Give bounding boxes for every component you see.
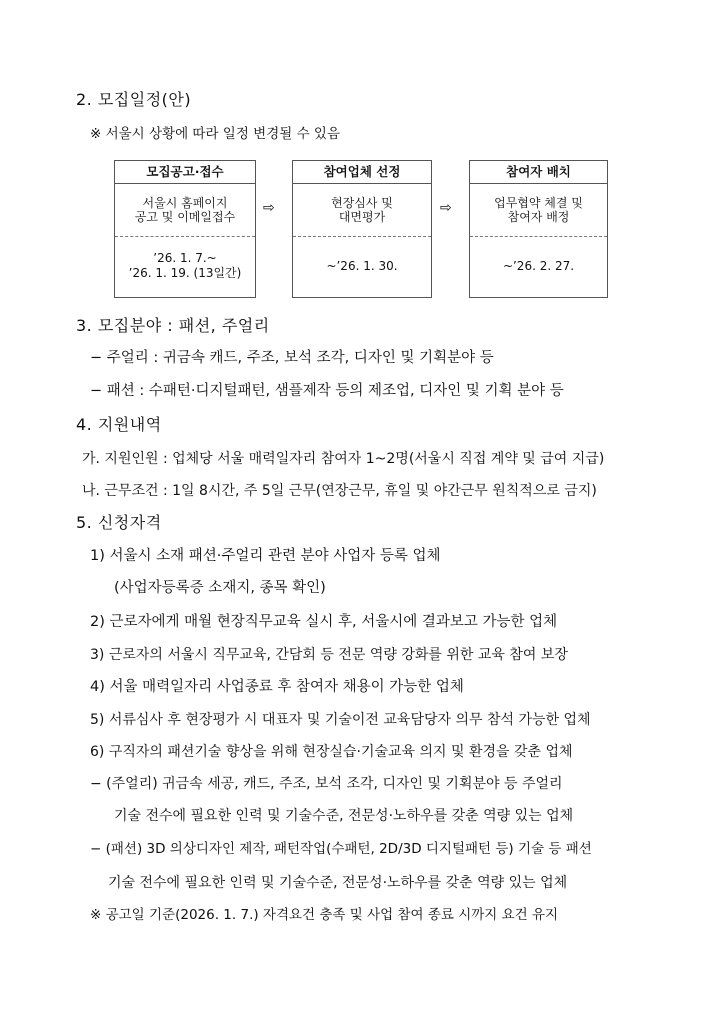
qualification-fashion: − (패션) 3D 의상디자인 제작, 패턴작업(수패턴, 2D/3D 디지털패턴 등) 기술 등 패션 — [90, 841, 592, 857]
step-3-title: 참여자 배치 — [470, 161, 607, 184]
qualification-1: 1) 서울시 소재 패션·주얼리 관련 분야 사업자 등록 업체 — [90, 548, 441, 564]
work-conditions-item: 나. 근무조건 : 1일 8시간, 주 5일 근무(연장근무, 휴일 및 야간근무 원칙적으로 금지) — [82, 483, 597, 499]
qualification-note: ※ 공고일 기준(2026. 1. 7.) 자격요건 충족 및 사업 참여 종료 시까지 요건 유지 — [90, 907, 559, 923]
step-1-desc-line2: 공고 및 이메일접수 — [134, 210, 236, 224]
schedule-step-3 — [469, 160, 608, 298]
step-1-desc-line1: 서울시 홈페이지 — [142, 196, 228, 210]
section-2-title: 2. 모집일정(안) — [76, 90, 192, 109]
qualification-1-detail: (사업자등록증 소재지, 종목 확인) — [114, 580, 326, 596]
arrow-right-icon: ⇨ — [263, 200, 275, 216]
step-1-date — [115, 237, 255, 295]
qualification-2: 2) 근로자에게 매월 현장직무교육 실시 후, 서울시에 결과보고 가능한 업체 — [90, 614, 558, 630]
step-3-date — [470, 237, 607, 295]
step-3-desc — [470, 184, 607, 237]
section-3-title: 3. 모집분야 : 패션, 주얼리 — [76, 316, 270, 335]
step-2-date-line1: ~’26. 1. 30. — [326, 258, 398, 273]
qualification-5: 5) 서류심사 후 현장평가 시 대표자 및 기술이전 교육담당자 의무 참석 가능한 업체 — [90, 712, 591, 728]
step-1-date-line2: ’26. 1. 19. (13일간) — [128, 266, 242, 280]
step-2-title: 참여업체 선정 — [293, 161, 431, 184]
field-jewelry-item: − 주얼리 : 귀금속 캐드, 주조, 보석 조각, 디자인 및 기획분야 등 — [90, 350, 494, 366]
schedule-step-1 — [114, 160, 256, 298]
qualification-fashion-cont: 기술 전수에 필요한 인력 및 기술수준, 전문성·노하우를 갖춘 역량 있는 업체 — [108, 875, 568, 891]
section-4-title: 4. 지원내역 — [76, 415, 162, 434]
step-2-desc-line2: 대면평가 — [338, 210, 386, 224]
qualification-6: 6) 구직자의 패션기술 향상을 위해 현장실습·기술교육 의지 및 환경을 갖춘 업체 — [90, 744, 573, 760]
qualification-4: 4) 서울 매력일자리 사업종료 후 참여자 채용이 가능한 업체 — [90, 679, 464, 695]
step-1-title: 모집공고·접수 — [115, 161, 255, 184]
step-3-date-line1: ~’26. 2. 27. — [502, 258, 575, 273]
qualification-jewelry: − (주얼리) 귀금속 세공, 캐드, 주조, 보석 조각, 디자인 및 기획분야 등 주얼리 — [90, 776, 563, 792]
qualification-jewelry-cont: 기술 전수에 필요한 인력 및 기술수준, 전문성·노하우를 갖춘 역량 있는 업체 — [114, 808, 574, 824]
step-3-desc-line2: 참여자 배정 — [507, 210, 570, 224]
schedule-note: ※ 서울시 상황에 따라 일정 변경될 수 있음 — [90, 126, 341, 142]
step-3-desc-line1: 업무협약 체결 및 — [494, 196, 583, 210]
step-2-desc-line1: 현장심사 및 — [331, 196, 393, 210]
qualification-3: 3) 근로자의 서울시 직무교육, 간담회 등 전문 역량 강화를 위한 교육 참여 보장 — [90, 647, 568, 663]
step-1-date-line1: ’26. 1. 7.~ — [153, 251, 217, 265]
section-5-title: 5. 신청자격 — [76, 513, 162, 532]
support-personnel-item: 가. 지원인원 : 업체당 서울 매력일자리 참여자 1~2명(서울시 직접 계약 및 급여 지급) — [82, 451, 605, 467]
step-2-desc — [293, 184, 431, 237]
step-1-desc — [115, 184, 255, 237]
field-fashion-item: − 패션 : 수패턴·디지털패턴, 샘플제작 등의 제조업, 디자인 및 기획 분야 등 — [90, 383, 564, 399]
schedule-step-2 — [292, 160, 432, 298]
step-2-date — [293, 237, 431, 295]
arrow-right-icon: ⇨ — [440, 200, 452, 216]
